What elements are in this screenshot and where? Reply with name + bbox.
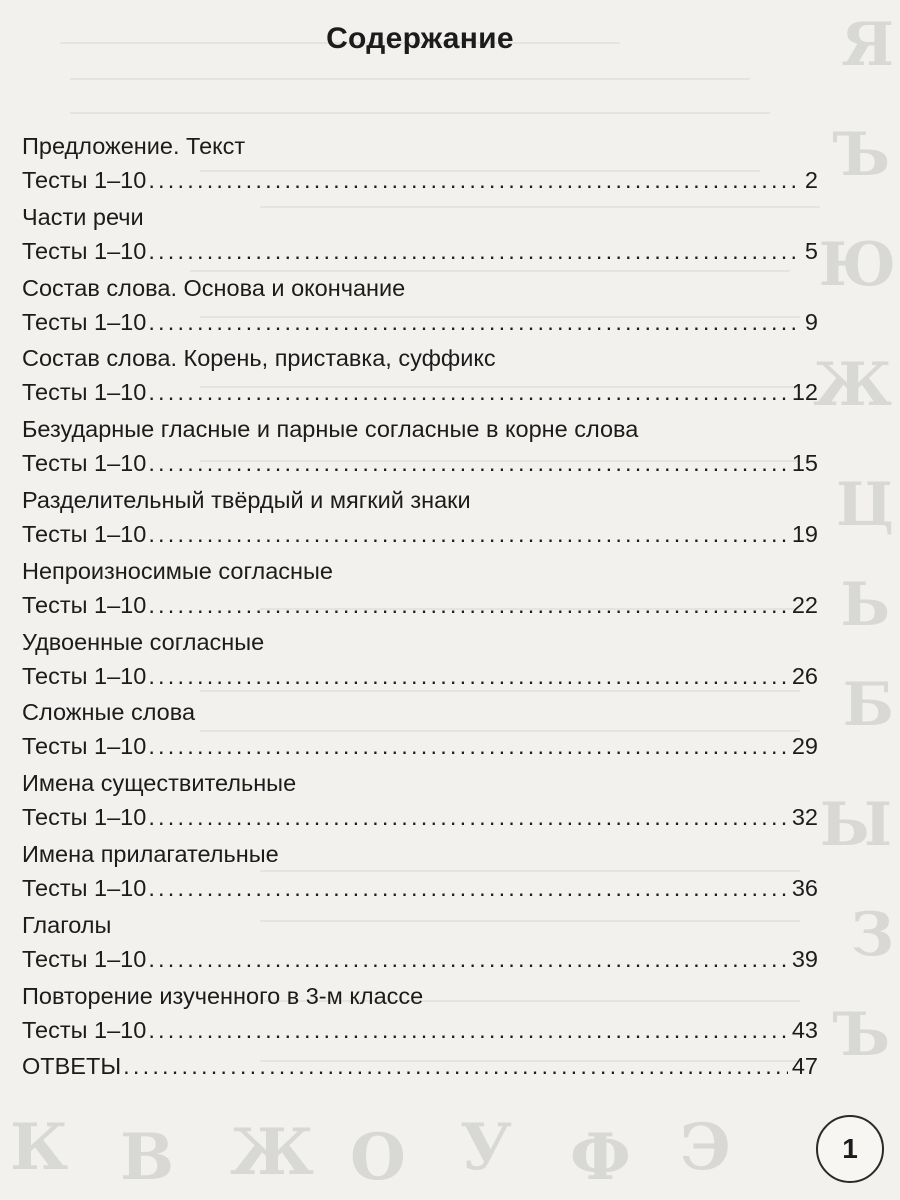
toc-dot-leader: [148, 801, 788, 833]
toc-section-title: Глаголы: [22, 911, 112, 938]
toc-section-title: Повторение изученного в 3-м классе: [22, 982, 424, 1009]
toc-section-title: Удвоенные согласные: [22, 628, 265, 655]
page-title: Содержание: [326, 22, 514, 55]
toc-answers-entry: [22, 1050, 822, 1121]
toc-tests-label: Тесты 1–10: [22, 874, 147, 901]
toc-page-number: 19: [791, 520, 818, 547]
decorative-letters-border: Я Ъ Ю Ж Ц Ь Б Ы З Ъ: [813, 10, 896, 1070]
toc-leader-line: [22, 518, 818, 550]
toc-tests-label: Тесты 1–10: [22, 379, 147, 406]
toc-page-number: 12: [791, 379, 818, 406]
toc-leader-line: [22, 447, 818, 479]
toc-leader-line: [22, 589, 818, 621]
toc-leader-line: [22, 235, 818, 267]
toc-page-number: 5: [804, 237, 818, 264]
toc-tests-label: Тесты 1–10: [22, 237, 147, 264]
toc-dot-leader: [148, 730, 788, 762]
page-number-badge: [816, 1115, 884, 1183]
toc-leader-line: [22, 1014, 818, 1046]
toc-dot-leader: [148, 660, 788, 692]
toc-entry: [22, 909, 822, 980]
toc-dot-leader: [148, 518, 788, 550]
toc-section-title: Части речи: [22, 203, 144, 230]
toc-dot-leader: [148, 589, 788, 621]
toc-page-number: 36: [791, 874, 818, 901]
toc-entry: [22, 626, 822, 697]
toc-entry: [22, 484, 822, 555]
toc-section-title: Имена существительные: [22, 770, 297, 797]
toc-tests-label: Тесты 1–10: [22, 945, 147, 972]
toc-entry: [22, 838, 822, 909]
toc-entry: [22, 696, 822, 767]
toc-tests-label: Тесты 1–10: [22, 591, 147, 618]
toc-section-title: Безударные гласные и парные согласные в корне слова: [22, 416, 639, 443]
toc-leader-line: [22, 306, 818, 338]
toc-tests-label: Тесты 1–10: [22, 308, 147, 335]
decorative-letters-bottom: К В Ж О У Ф Э: [10, 1110, 731, 1195]
toc-section-title: Непроизносимые согласные: [22, 557, 333, 584]
toc-section-title: Предложение. Текст: [22, 133, 246, 159]
toc-dot-leader: [148, 872, 788, 904]
toc-answers-label: ОТВЕТЫ: [22, 1053, 122, 1080]
table-of-contents: [22, 130, 822, 1121]
toc-tests-label: Тесты 1–10: [22, 520, 147, 547]
toc-entry: [22, 272, 822, 343]
toc-entry: [22, 130, 822, 201]
toc-entry: [22, 342, 822, 413]
toc-page-number: 43: [791, 1016, 818, 1043]
toc-section-title: Разделительный твёрдый и мягкий знаки: [22, 486, 471, 513]
toc-page-number: 39: [791, 945, 818, 972]
toc-section-title: Состав слова. Корень, приставка, суффикс: [22, 345, 496, 372]
toc-tests-label: Тесты 1–10: [22, 804, 147, 831]
toc-page-number: 47: [791, 1053, 818, 1080]
toc-page-number: 26: [791, 662, 818, 689]
toc-page-number: 22: [791, 591, 818, 618]
toc-leader-line: [22, 801, 818, 833]
toc-entry: [22, 555, 822, 626]
toc-entry: [22, 413, 822, 484]
toc-leader-line: [22, 1050, 818, 1082]
toc-leader-line: [22, 730, 818, 762]
toc-tests-label: Тесты 1–10: [22, 167, 147, 193]
toc-section-title: Сложные слова: [22, 699, 196, 726]
toc-page-number: 2: [804, 167, 818, 193]
toc-leader-line: [22, 376, 818, 408]
toc-page-number: 32: [791, 804, 818, 831]
page-number: 1: [842, 1133, 858, 1164]
toc-dot-leader: [123, 1050, 788, 1082]
toc-entry: [22, 201, 822, 272]
toc-page-number: 15: [791, 450, 818, 477]
toc-leader-line: [22, 660, 818, 692]
toc-tests-label: Тесты 1–10: [22, 1016, 147, 1043]
toc-section-title: Имена прилагательные: [22, 840, 279, 867]
toc-page-number: 9: [804, 308, 818, 335]
toc-leader-line: [22, 164, 818, 196]
toc-dot-leader: [148, 376, 788, 408]
toc-entry: [22, 980, 822, 1051]
toc-dot-leader: [148, 164, 801, 196]
toc-leader-line: [22, 872, 818, 904]
toc-leader-line: [22, 943, 818, 975]
toc-dot-leader: [148, 447, 788, 479]
toc-section-title: Состав слова. Основа и окончание: [22, 274, 406, 301]
toc-entry: [22, 767, 822, 838]
toc-dot-leader: [148, 943, 788, 975]
toc-tests-label: Тесты 1–10: [22, 662, 147, 689]
toc-dot-leader: [148, 306, 801, 338]
toc-dot-leader: [148, 1014, 788, 1046]
toc-dot-leader: [148, 235, 801, 267]
toc-page-number: 29: [791, 733, 818, 760]
toc-tests-label: Тесты 1–10: [22, 733, 147, 760]
toc-tests-label: Тесты 1–10: [22, 450, 147, 477]
